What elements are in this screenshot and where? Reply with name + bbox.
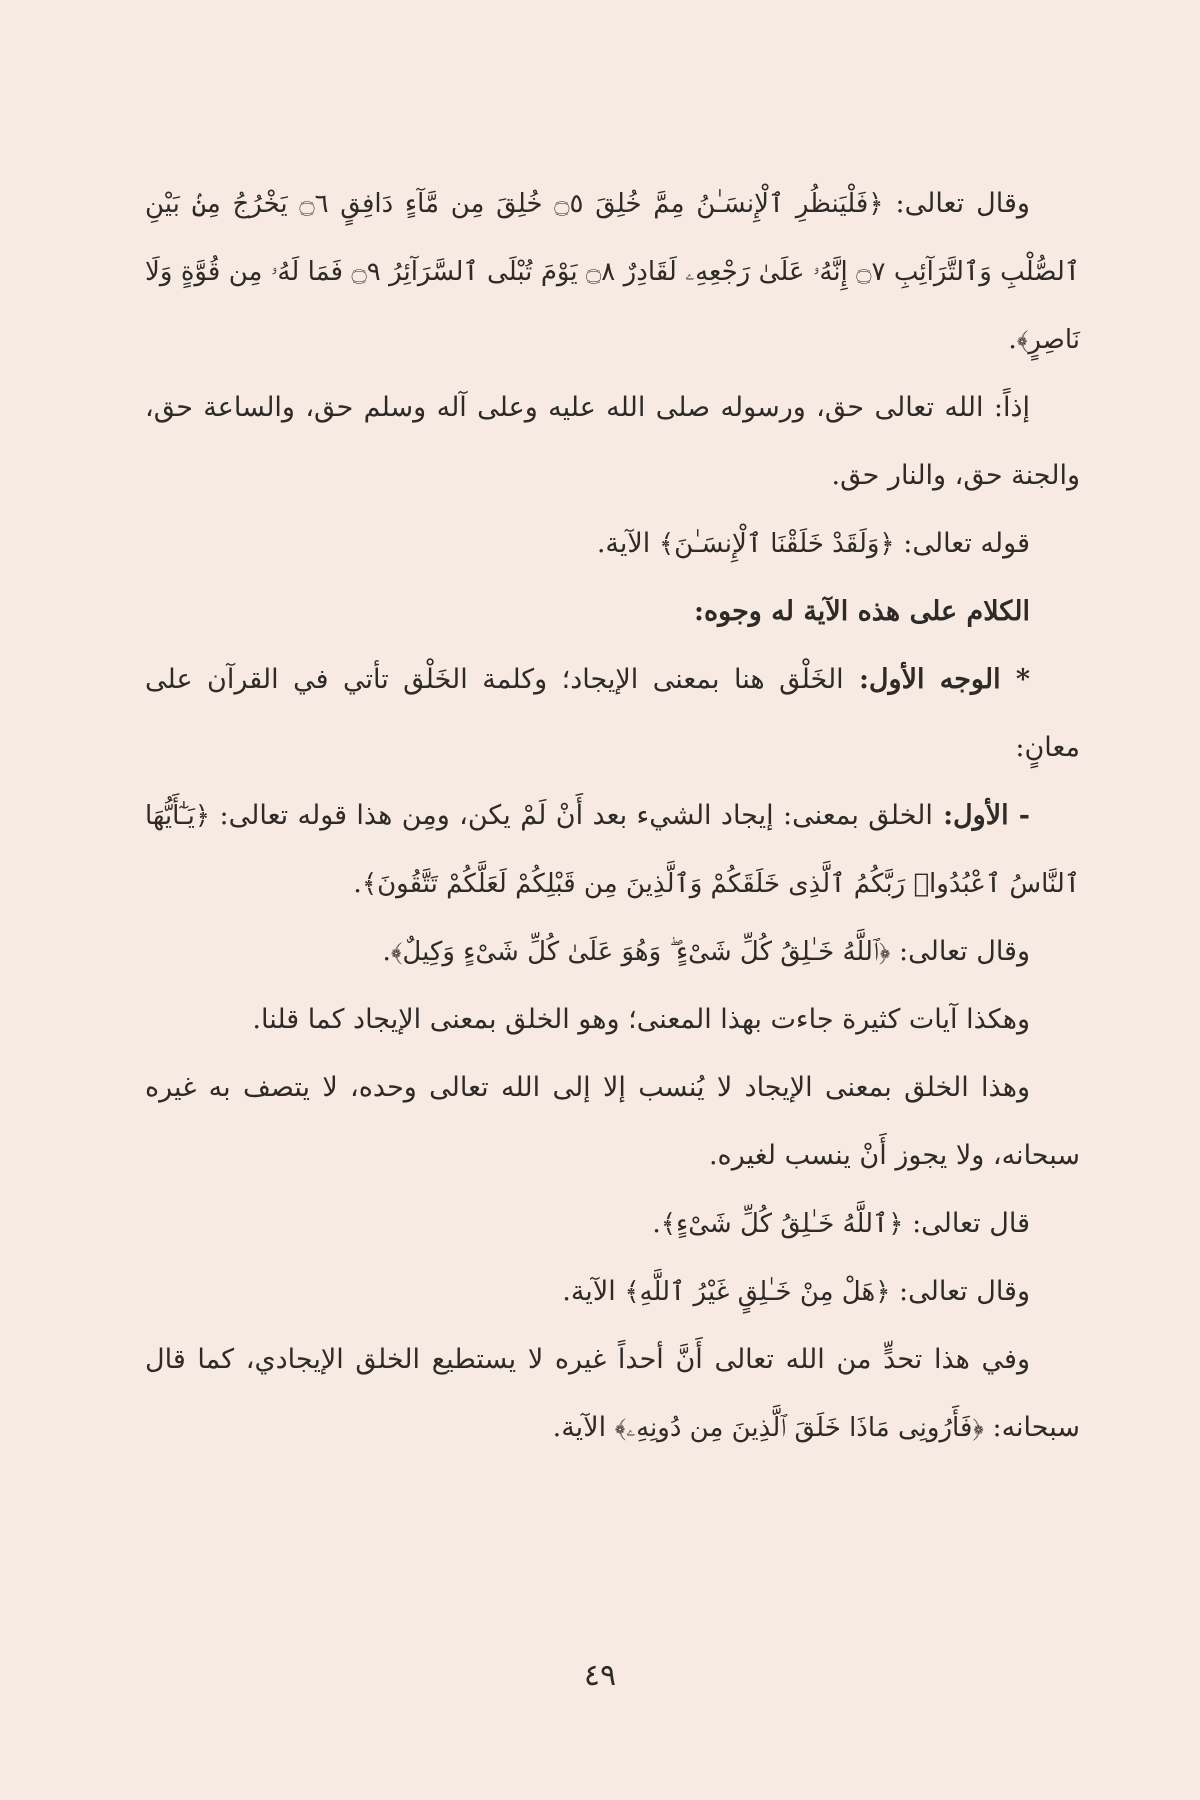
paragraph-10	[145, 1190, 1080, 1258]
paragraph-3-quran: ﴿وَلَقَدْ خَلَقْنَا ٱلْإِنسَـٰنَ﴾	[658, 529, 895, 559]
paragraph-11-lead: وقال تعالى:	[890, 1276, 1030, 1307]
paragraph-6-text: الخلق بمعنى: إيجاد الشيء بعد أَنْ لَمْ يكن، ومِن هذا قوله تعالى:	[210, 800, 933, 831]
paragraph-5-text: الخَلْق هنا بمعنى الإيجاد؛ وكلمة الخَلْق تأتي في القرآن على معانٍ:	[145, 664, 1080, 763]
paragraph-10-lead: قال تعالى:	[903, 1208, 1030, 1239]
paragraph-3	[145, 510, 1080, 578]
paragraph-11-quran: ﴿هَلْ مِنْ خَـٰلِقٍ غَيْرُ ٱللَّهِ﴾	[624, 1277, 891, 1307]
paragraph-11	[145, 1258, 1080, 1326]
paragraph-9	[145, 1054, 1080, 1190]
paragraph-12	[145, 1326, 1080, 1462]
paragraph-2-text: إذاً: الله تعالى حق، ورسوله صلى الله عليه وعلى آله وسلم حق، والساعة حق، والجنة حق، والنار حق.	[145, 392, 1080, 491]
section-heading: الكلام على هذه الآية له وجوه:	[694, 596, 1030, 627]
paragraph-1-tail: .	[1008, 324, 1017, 355]
paragraph-8	[145, 986, 1080, 1054]
paragraph-12-quran: ﴿فَأَرُونِى مَاذَا خَلَقَ ٱلَّذِينَ مِن دُونِهِۦ﴾	[614, 1413, 984, 1443]
paragraph-10-quran: ﴿ٱللَّهُ خَـٰلِقُ كُلِّ شَىْءٍ﴾	[660, 1209, 904, 1239]
paragraph-9-text: وهذا الخلق بمعنى الإيجاد لا يُنسب إلا إلى الله تعالى وحده، لا يتصف به غيره سبحانه، ولا يجوز أَنْ ينسب لغيره.	[145, 1072, 1080, 1171]
paragraph-11-tail: الآية.	[562, 1276, 625, 1307]
paragraph-6-quran: ﴿يَـٰٓأَيُّهَا ٱلنَّاسُ ٱعْبُدُوا۟ رَبَّكُمُ ٱلَّذِى خَلَقَكُمْ وَٱلَّذِينَ مِن قَبْلِكُمْ لَعَلَّكُمْ تَتَّقُونَ﴾	[145, 801, 1080, 899]
page-number: ٤٩	[583, 1658, 617, 1693]
paragraph-8-text: وهكذا آيات كثيرة جاءت بهذا المعنى؛ وهو الخلق بمعنى الإيجاد كما قلنا.	[252, 1004, 1030, 1035]
paragraph-3-tail: الآية.	[596, 528, 659, 559]
paragraph-7-quran: ﴿ٱللَّهُ خَـٰلِقُ كُلِّ شَىْءٍ ۖ وَهُوَ عَلَىٰ كُلِّ شَىْءٍ وَكِيلٌ﴾	[390, 937, 891, 967]
paragraph-6-heading: - الأول:	[932, 800, 1030, 831]
paragraph-5-heading: * الوجه الأول:	[843, 664, 1030, 695]
paragraph-7-lead: وقال تعالى:	[890, 936, 1030, 967]
paragraph-10-tail: .	[652, 1208, 661, 1239]
paragraph-6	[145, 782, 1080, 918]
paragraph-6-tail: .	[353, 868, 362, 899]
page-body	[145, 170, 1080, 1462]
paragraph-1-quran: ﴿فَلْيَنظُرِ ٱلْإِنسَـٰنُ مِمَّ خُلِقَ ۝٥ خُلِقَ مِن مَّآءٍ دَافِقٍ ۝٦ يَخْرُجُ مِنۢ بَيْنِ ٱلصُّلْبِ وَٱلتَّرَآئِبِ ۝٧ إِنَّهُۥ عَلَىٰ رَجْعِهِۦ لَقَادِرٌ ۝٨ يَوْمَ تُبْلَى ٱلسَّرَآئِرُ ۝٩ فَمَا لَهُۥ مِن قُوَّةٍ وَلَا نَاصِرٍ﴾	[145, 189, 1081, 355]
paragraph-7-tail: .	[382, 936, 391, 967]
paragraph-7	[145, 918, 1080, 986]
paragraph-3-lead: قوله تعالى:	[894, 528, 1030, 559]
paragraph-1-lead: وقال تعالى:	[883, 188, 1030, 219]
paragraph-2	[145, 374, 1080, 510]
paragraph-12-text: وفي هذا تحدٍّ من الله تعالى أَنَّ أحداً غيره لا يستطيع الخلق الإيجادي، كما قال سبحانه:	[145, 1344, 1080, 1443]
paragraph-5	[145, 646, 1080, 782]
paragraph-1	[145, 170, 1080, 374]
paragraph-12-tail: الآية.	[552, 1412, 615, 1443]
paragraph-4	[145, 578, 1080, 646]
